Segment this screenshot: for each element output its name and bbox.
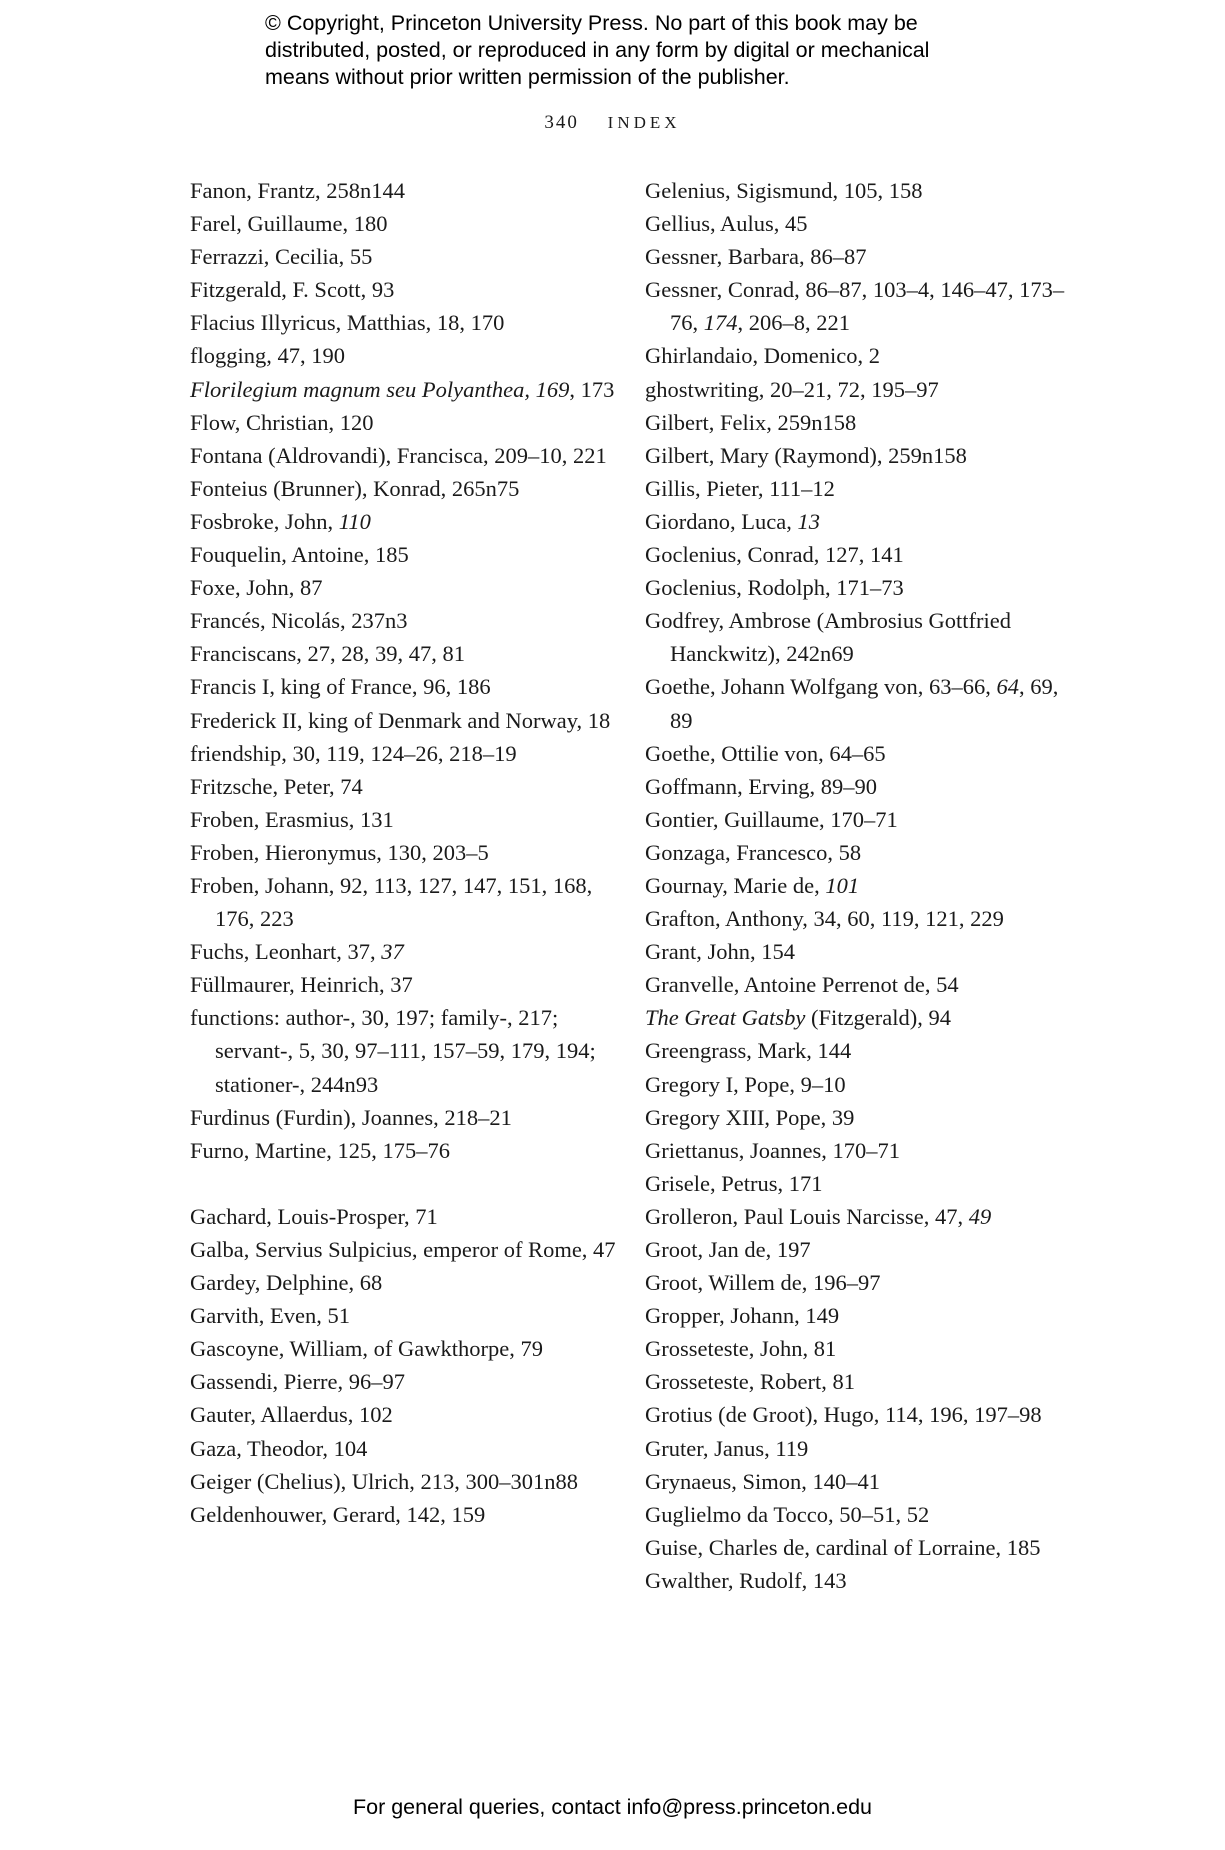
index-entry: Gruter, Janus, 119 (645, 1435, 809, 1461)
index-entry-florilegium (190, 373, 620, 406)
index-entry: Gregory I, Pope, 9–10 (645, 1071, 846, 1097)
italic-page: 101 (825, 872, 860, 898)
running-title: INDEX (607, 113, 681, 132)
italic-page: 174 (703, 310, 738, 336)
index-entry: Flow, Christian, 120 (190, 409, 374, 435)
index-entry: Fanon, Frantz, 258n144 (190, 178, 405, 203)
index-entry: Gauter, Allaerdus, 102 (190, 1402, 393, 1428)
index-entry: Francis I, king of France, 96, 186 (190, 674, 491, 700)
italic-page: 49 (968, 1203, 992, 1229)
letter-section-gap (190, 1167, 620, 1200)
index-entry: Gelenius, Sigismund, 105, 158 (645, 178, 923, 203)
index-entry: Grynaeus, Simon, 140–41 (645, 1468, 880, 1494)
entry-name: Gournay, Marie de, (645, 872, 826, 898)
index-entry: Frederick II, king of Denmark and Norway, 18 (190, 707, 611, 733)
index-column-left (190, 174, 620, 1531)
index-column-right (645, 174, 1075, 1597)
page-refs: , 173 (569, 376, 615, 402)
page-refs: (Fitzgerald), 94 (805, 1005, 951, 1031)
index-entry: Goclenius, Rodolph, 171–73 (645, 575, 904, 601)
index-entry: Goethe, Ottilie von, 64–65 (645, 740, 886, 766)
index-entry: Guglielmo da Tocco, 50–51, 52 (645, 1501, 930, 1527)
index-entry: Granvelle, Antoine Perrenot de, 54 (645, 972, 959, 998)
index-entry: Furno, Martine, 125, 175–76 (190, 1137, 450, 1163)
index-entry: Goffmann, Erving, 89–90 (645, 773, 878, 799)
footer-contact: For general queries, contact info@press.princeton.edu (352, 1795, 872, 1819)
index-entry: Groot, Willem de, 196–97 (645, 1270, 881, 1296)
index-entry: Groot, Jan de, 197 (645, 1237, 811, 1262)
index-entry: Fouquelin, Antoine, 185 (190, 542, 409, 568)
book-title: Florilegium magnum seu Polyanthea, (190, 376, 530, 402)
page-number: 340 (544, 112, 579, 133)
copyright-notice (265, 10, 1025, 91)
index-entry: flogging, 47, 190 (190, 343, 345, 369)
index-entry: Froben, Hieronymus, 130, 203–5 (190, 839, 489, 865)
copyright-line: means without prior written permission of the publisher. (265, 65, 790, 89)
index-entry: Godfrey, Ambrose (Ambrosius Gottfried Hanckwitz), 242n69 (645, 608, 1011, 667)
index-entry: friendship, 30, 119, 124–26, 218–19 (190, 740, 517, 766)
index-entry: Gillis, Pieter, 111–12 (645, 475, 835, 501)
index-entry: Gessner, Barbara, 86–87 (645, 244, 867, 270)
index-entry: Goclenius, Conrad, 127, 141 (645, 542, 904, 568)
index-entry: Francés, Nicolás, 237n3 (190, 608, 408, 634)
index-entry: Grotius (de Groot), Hugo, 114, 196, 197–98 (645, 1402, 1042, 1428)
copyright-line: distributed, posted, or reproduced in any form by digital or mechanical (265, 38, 930, 62)
index-entry-gatsby (645, 1001, 1075, 1034)
running-head (0, 112, 1225, 134)
entry-text: Goethe, Johann Wolfgang von, 63–66, (645, 674, 997, 700)
index-entry: Gellius, Aulus, 45 (645, 211, 808, 237)
index-entry: Gascoyne, William, of Gawkthorpe, 79 (190, 1336, 543, 1362)
index-entry: Griettanus, Joannes, 170–71 (645, 1137, 900, 1163)
index-entry: Grafton, Anthony, 34, 60, 119, 121, 229 (645, 906, 1004, 932)
index-entry: Fontana (Aldrovandi), Francisca, 209–10, 221 (190, 442, 607, 468)
index-entry: Froben, Johann, 92, 113, 127, 147, 151, 168, 176, 223 (190, 872, 593, 932)
entry-name: Fuchs, Leonhart, 37, (190, 939, 382, 965)
italic-page: 169 (535, 376, 570, 402)
index-entry: functions: author-, 30, 197; family-, 217; servant-, 5, 30, 97–111, 157–59, 179, 194; stationer-, 244n93 (190, 1005, 596, 1097)
index-entry: ghostwriting, 20–21, 72, 195–97 (645, 376, 939, 402)
index-entry: Gassendi, Pierre, 96–97 (190, 1369, 405, 1395)
index-entry: Füllmaurer, Heinrich, 37 (190, 972, 413, 998)
index-entry: Gardey, Delphine, 68 (190, 1270, 383, 1296)
index-entry: Franciscans, 27, 28, 39, 47, 81 (190, 641, 465, 667)
index-entry: Froben, Erasmius, 131 (190, 806, 394, 832)
entry-name: Fosbroke, John, (190, 508, 339, 534)
italic-page: 110 (338, 508, 371, 534)
index-entry: Gontier, Guillaume, 170–71 (645, 806, 898, 832)
index-entry: Gaza, Theodor, 104 (190, 1435, 368, 1461)
index-entry-gessner-conrad (645, 273, 1075, 339)
index-entry: Geiger (Chelius), Ulrich, 213, 300–301n88 (190, 1468, 579, 1494)
italic-page: 37 (381, 939, 404, 965)
index-entry: Farel, Guillaume, 180 (190, 211, 388, 237)
index-entry: Foxe, John, 87 (190, 575, 323, 601)
book-title: The Great Gatsby (645, 1005, 806, 1031)
index-entry-goethe (645, 670, 1075, 736)
index-entry: Gwalther, Rudolf, 143 (645, 1567, 847, 1593)
index-entry: Fritzsche, Peter, 74 (190, 773, 363, 799)
index-entry: Garvith, Even, 51 (190, 1303, 350, 1329)
index-entry: Grisele, Petrus, 171 (645, 1170, 823, 1196)
index-entry: Gonzaga, Francesco, 58 (645, 839, 862, 865)
index-entry: Ghirlandaio, Domenico, 2 (645, 343, 880, 369)
index-entry: Greengrass, Mark, 144 (645, 1038, 852, 1064)
entry-text: Gessner, Conrad, 86–87, 103–4, 146–47, 173–76, (645, 277, 1065, 336)
entry-name: Giordano, Luca, (645, 508, 798, 534)
italic-page: 13 (797, 508, 820, 534)
index-entry: Grosseteste, John, 81 (645, 1336, 837, 1362)
copyright-line: © Copyright, Princeton University Press. No part of this book may be (265, 11, 918, 35)
index-entry-grolleron (645, 1200, 1075, 1233)
index-entry: Gropper, Johann, 149 (645, 1303, 840, 1329)
entry-name: Grolleron, Paul Louis Narcisse, 47, (645, 1203, 969, 1229)
index-entry: Gregory XIII, Pope, 39 (645, 1104, 855, 1130)
italic-page: 64 (996, 674, 1019, 700)
index-entry: Gilbert, Felix, 259n158 (645, 409, 857, 435)
index-entry-fuchs (190, 935, 620, 968)
index-entry-giordano (645, 505, 1075, 538)
index-entry: Gilbert, Mary (Raymond), 259n158 (645, 442, 967, 468)
index-entry: Grant, John, 154 (645, 939, 795, 965)
index-entry: Galba, Servius Sulpicius, emperor of Rome, 47 (190, 1237, 616, 1262)
index-entry-gournay (645, 869, 1075, 902)
index-entry: Gachard, Louis-Prosper, 71 (190, 1203, 438, 1229)
index-entry-fosbroke (190, 505, 620, 538)
index-entry: Furdinus (Furdin), Joannes, 218–21 (190, 1104, 512, 1130)
index-entry: Ferrazzi, Cecilia, 55 (190, 244, 373, 270)
index-entry: Flacius Illyricus, Matthias, 18, 170 (190, 310, 505, 336)
page-refs: , 69, 89 (670, 674, 1059, 733)
index-entry: Fitzgerald, F. Scott, 93 (190, 277, 395, 303)
index-entry: Guise, Charles de, cardinal of Lorraine, 185 (645, 1534, 1041, 1560)
index-entry: Geldenhouwer, Gerard, 142, 159 (190, 1501, 486, 1527)
index-entry: Fonteius (Brunner), Konrad, 265n75 (190, 475, 520, 501)
page-refs: , 206–8, 221 (737, 310, 850, 336)
index-entry: Grosseteste, Robert, 81 (645, 1369, 855, 1395)
